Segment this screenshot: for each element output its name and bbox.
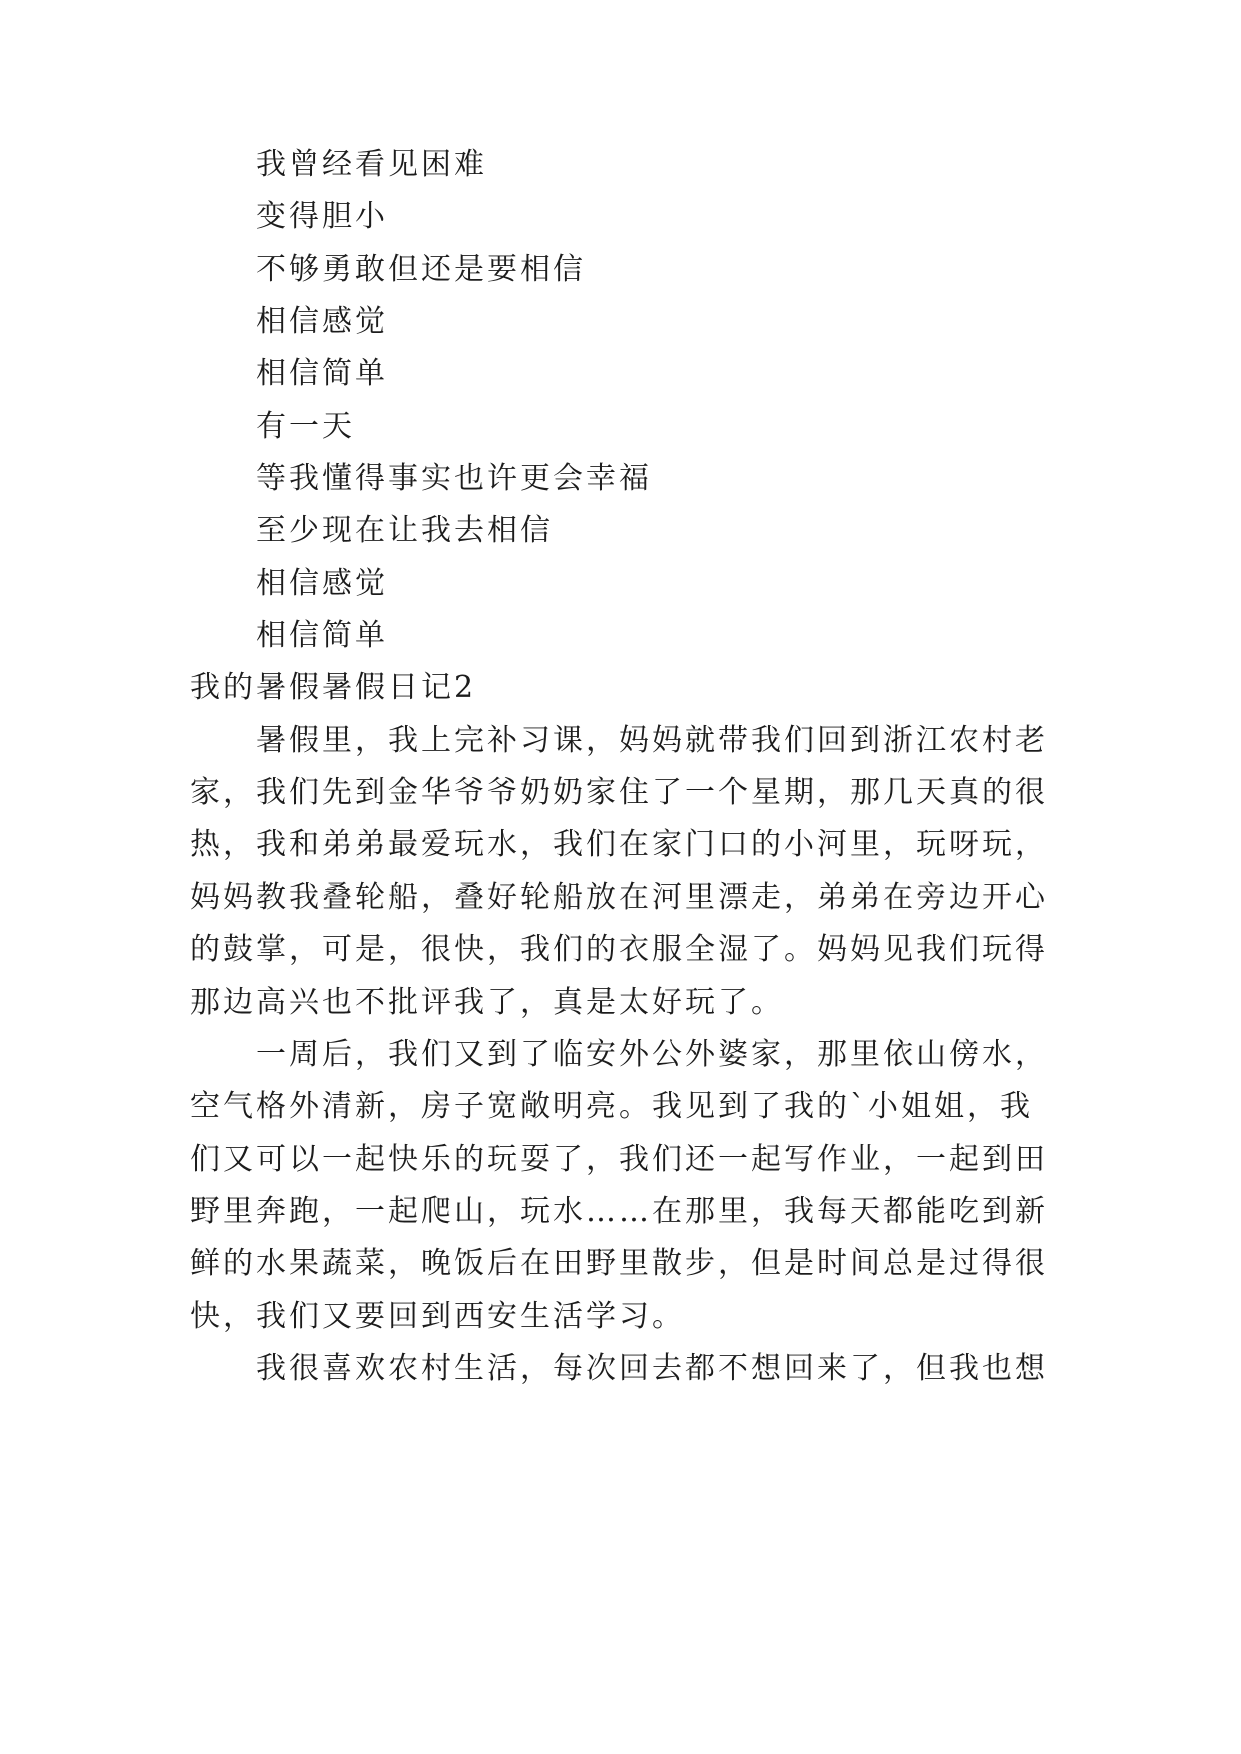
poem-line: 有一天	[256, 408, 355, 444]
poem-line: 至少现在让我去相信	[256, 513, 553, 549]
paragraph-2	[190, 1029, 1060, 1343]
paragraph-1	[190, 715, 1060, 1029]
paragraph-3	[190, 1343, 1060, 1395]
poem-line: 相信简单	[256, 618, 388, 654]
poem-line: 变得胆小	[256, 199, 388, 235]
paragraph-line: 暑假里，我上完补习课，妈妈就带我们回到浙江农村老	[256, 722, 1048, 758]
poem-line: 等我懂得事实也许更会幸福	[256, 461, 652, 497]
section-title: 我的暑假暑假日记2	[190, 670, 477, 706]
poem-line: 相信简单	[256, 356, 388, 392]
paragraph-line: 一周后，我们又到了临安外公外婆家，那里依山傍水，	[256, 1036, 1048, 1072]
poem-line: 不够勇敢但还是要相信	[256, 251, 586, 287]
paragraph-line: 那边高兴也不批评我了，真是太好玩了。	[190, 984, 784, 1020]
poem	[190, 139, 1060, 662]
paragraph-line: 热，我和弟弟最爱玩水，我们在家门口的小河里，玩呀玩，	[190, 827, 1048, 863]
paragraph-line: 我很喜欢农村生活，每次回去都不想回来了，但我也想	[256, 1350, 1048, 1386]
paragraph-line: 们又可以一起快乐的玩耍了，我们还一起写作业，一起到田	[190, 1141, 1048, 1177]
paragraph-line: 鲜的水果蔬菜，晚饭后在田野里散步，但是时间总是过得很	[190, 1246, 1048, 1282]
paragraph-line: 野里奔跑，一起爬山，玩水……在那里，我每天都能吃到新	[190, 1193, 1048, 1229]
paragraph-line: 快，我们又要回到西安生活学习。	[190, 1298, 685, 1334]
poem-line: 相信感觉	[256, 565, 388, 601]
poem-line: 相信感觉	[256, 304, 388, 340]
paragraph-line: 空气格外清新，房子宽敞明亮。我见到了我的`小姐姐，我	[190, 1089, 1033, 1125]
poem-line: 我曾经看见困难	[256, 147, 487, 182]
paragraph-line: 的鼓掌，可是，很快，我们的衣服全湿了。妈妈见我们玩得	[190, 932, 1048, 968]
paragraph-line: 家，我们先到金华爷爷奶奶家住了一个星期，那几天真的很	[190, 775, 1048, 811]
paragraph-line: 妈妈教我叠轮船，叠好轮船放在河里漂走，弟弟在旁边开心	[190, 879, 1048, 915]
document-body	[190, 139, 1060, 1395]
